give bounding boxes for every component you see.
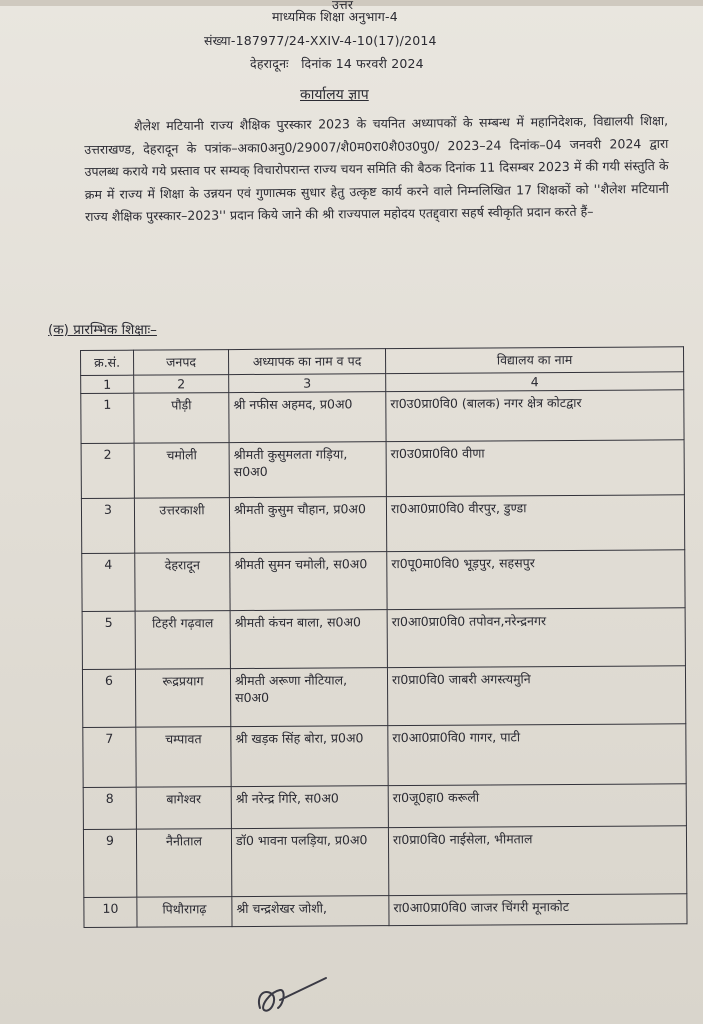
table-row [82, 550, 685, 612]
section-name: माध्यमिक शिक्षा अनुभाग-4 [272, 9, 398, 24]
school-cell: रा0प्रा0वि0 जाबरी अगस्त्यमुनि [387, 666, 685, 726]
number-value: 187977/24-XXIV-4-10(17)/2014 [235, 33, 437, 48]
header-school: विद्यालय का नाम [385, 347, 683, 374]
signature-stroke [259, 978, 326, 1011]
district-cell: नैनीताल [136, 829, 231, 898]
table-row [84, 894, 687, 928]
school-cell: रा0आ0प्रा0वि0 गागर, पाटी [388, 724, 686, 786]
awardees-table [80, 346, 688, 928]
section-heading: (क) प्रारम्भिक शिक्षाः– [48, 322, 157, 338]
teacher-cell: श्रीमती अरूणा नौटियाल, स0अ0 [230, 668, 387, 727]
serial-cell: 10 [84, 897, 137, 927]
serial-cell: 5 [82, 611, 135, 669]
number-label: संख्या- [204, 33, 236, 48]
district-cell: पौड़ी [134, 393, 229, 444]
header-serial: क्र.सं. [81, 350, 134, 375]
header-teacher: अध्यापक का नाम व पद [229, 349, 386, 375]
serial-cell: 9 [83, 829, 136, 897]
teacher-cell: श्रीमती कुसुम चौहान, प्र0अ0 [229, 497, 386, 553]
signature-mark [250, 970, 330, 1020]
serial-cell: 3 [81, 498, 134, 553]
district-cell: पिथौरागढ़ [137, 897, 232, 928]
district-cell: रूद्रप्रयाग [135, 669, 230, 728]
table-row [83, 724, 686, 788]
table-row [81, 440, 684, 499]
serial-cell: 7 [83, 727, 136, 787]
place-date [250, 55, 424, 72]
place: देहरादूनः [250, 56, 289, 71]
serial-cell: 6 [82, 669, 135, 727]
district-cell: चमोली [134, 443, 229, 499]
table-row [83, 784, 686, 830]
school-cell: रा0उ0प्रा0वि0 (बालक) नगर क्षेत्र कोटद्वार [386, 390, 684, 442]
page-title: कार्यालय ज्ञाप [300, 87, 369, 103]
teacher-cell: श्री नफीस अहमद, प्र0अ0 [229, 392, 386, 443]
col-number: 2 [134, 375, 229, 394]
teacher-cell: डॉ0 भावना पलड़िया, प्र0अ0 [231, 828, 388, 897]
district-cell: देहरादून [135, 553, 230, 612]
table-row [83, 826, 686, 898]
teacher-cell: श्रीमती कुसुमलता गड़िया, स0अ0 [229, 442, 386, 498]
teacher-cell: श्रीमती कंचन बाला, स0अ0 [230, 610, 387, 669]
serial-cell: 2 [81, 443, 134, 498]
teacher-cell: श्री नरेन्द्र गिरि, स0अ0 [231, 786, 388, 829]
school-cell: रा0प्रा0वि0 नाईसेला, भीमताल [388, 826, 686, 896]
serial-cell: 1 [81, 393, 134, 443]
table-row [82, 666, 685, 728]
table-row [81, 495, 684, 554]
school-cell: रा0आ0प्रा0वि0 जाजर चिंगरी मूनाकोट [389, 894, 687, 926]
school-cell: रा0जू0हा0 करूली [388, 784, 686, 828]
teacher-cell: श्री खड़क सिंह बोरा, प्र0अ0 [231, 726, 388, 787]
table-row [81, 390, 684, 444]
teacher-cell: श्रीमती सुमन चमोली, स0अ0 [230, 552, 387, 611]
district-cell: उत्तरकाशी [134, 498, 229, 554]
district-cell: चम्पावत [136, 727, 231, 788]
col-number: 3 [229, 374, 386, 393]
teacher-cell: श्री चन्द्रशेखर जोशी, [232, 896, 389, 927]
letter-date: दिनांक 14 फरवरी 2024 [301, 56, 424, 71]
district-cell: बागेश्वर [136, 787, 231, 830]
school-cell: रा0पू0मा0वि0 भूड़पुर, सहसपुर [387, 550, 685, 610]
header-district: जनपद [134, 350, 229, 376]
school-cell: रा0उ0प्रा0वि0 वीणा [386, 440, 684, 497]
serial-cell: 4 [82, 553, 135, 611]
body-paragraph: शैलेश मटियानी राज्य शैक्षिक पुरस्कार 2023 के चयनित अध्यापकों के सम्बन्ध में महानिदेशक, विद्यालयी शिक्षा, उत्तराखण्ड, देहरादून के पत्रांक–अका0अनु0/29007/शै0म0रा0शै0उ0पु0/ 2023–24 दिनांक–04 जनवरी 2024 द्वारा उपलब्ध कराये गये प्रस्ताव पर सम्यक् विचारोपरान्त राज्य चयन समिति की बैठक दिनांक 11 दिसम्बर 2023 में की गयी संस्तुति के क्रम में राज्य में शिक्षा के उन्नयन एवं गुणात्मक सुधार हेतु उत्कृष्ट कार्य करने वाले निम्नलिखित 17 शिक्षकों को ''शैलेश मटियानी राज्य शैक्षिक पुरस्कार–2023'' प्रदान किये जाने की श्री राज्यपाल महोदय एतद्द्वारा सहर्ष स्वीकृति प्रदान करते हैं– [84, 112, 669, 225]
header-fragment: उत्तर [332, 0, 354, 12]
table-header-row [81, 347, 684, 376]
table-row [82, 608, 685, 670]
school-cell: रा0आ0प्रा0वि0 वीरपुर, डुण्डा [386, 495, 684, 552]
serial-cell: 8 [83, 787, 136, 829]
col-number: 4 [386, 372, 684, 392]
district-cell: टिहरी गढ़वाल [135, 611, 230, 670]
letter-number [204, 32, 437, 49]
col-number: 1 [81, 375, 134, 393]
school-cell: रा0आ0प्रा0वि0 तपोवन,नरेन्द्रनगर [387, 608, 685, 668]
